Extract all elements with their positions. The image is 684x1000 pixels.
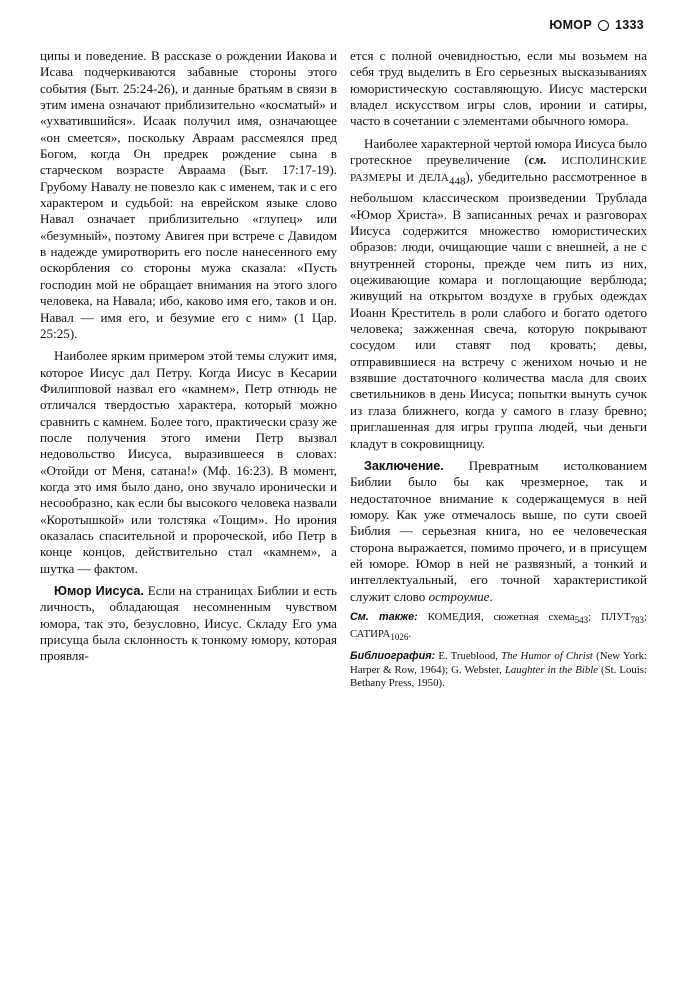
emphasized-word: остроумие (428, 588, 490, 604)
bibliography-text: (St. Louis: Bethany Press, 1950). (350, 663, 647, 690)
right-column (350, 48, 647, 691)
section-heading: Заключение. (364, 458, 444, 473)
cross-reference-number: 448 (449, 176, 466, 189)
see-also-number: 1026 (390, 631, 409, 642)
book-title: Laughter in the Bible (504, 663, 599, 676)
page-number: 1333 (614, 18, 644, 32)
paragraph (40, 583, 337, 665)
section-heading: Юмор Иисуса. (54, 584, 144, 598)
see-also (350, 611, 647, 644)
paragraph-text: Превратным истолкованием Библии было бы как чрезмерное, так и недостаточное внимание к содержащемуся в ней юмору. Как уже отмечалось выше, по сути своей Библия — серьезная книга, но ее человеческая сторона выражается, помимо прочего, и в присущем ей юморе. Юмор в ней не развязный, а тонкий и интеллектуальный, его точной характеристикой служит слово (350, 457, 647, 604)
see-also-text: ; САТИРА (350, 610, 647, 640)
book-title: The Humor of Christ (501, 650, 593, 663)
bibliography (350, 650, 647, 691)
left-column (40, 48, 337, 665)
see-also-text: ; ПЛУТ (588, 610, 631, 623)
see-also-text: . (408, 627, 412, 640)
running-header (549, 18, 644, 32)
see-also-number: 543 (574, 615, 589, 626)
see-also-number: 783 (630, 615, 644, 626)
paragraph (350, 136, 647, 452)
bibliography-text: (New York: Harper & Row, 1964); G. Webster, (350, 650, 647, 676)
paragraph-text: Наиболее характерной чертой юмора Иисуса было гротескное преувеличение ( (350, 135, 647, 168)
paragraph: Наиболее ярким примером этой темы служит имя, которое Иисус дал Петру. Когда Иисус в Кесарии Филипповой назвал его «камнем», Петр отнюдь не отличался твердостью характера, который можно сравнить с камнем. Более того, практически сразу же после получения этого имени Петр вызвал недовольство Иисуса, выразившееся в словах: «Отойди от Меня, сатана!» (Мф. 16:23). В момент, когда это имя было дано, оно звучало иронически и несообразно, как если бы высокого человека назвали «Коротышкой» или толстяка «Тощим». Но ирония оказалась спасительной и пророческой, ибо Петр в конце концов, действительно стал «камнем», а шутка — фактом. (40, 348, 337, 576)
bibliography-text: E. Trueblood, (435, 650, 502, 663)
cross-reference: ИСПОЛИНСКИЕ РАЗМЕРЫ И ДЕЛА (350, 155, 647, 185)
paragraph-text: Если на страницах Библии и есть личность, обладающая несомненным чувством юмора, так это, безусловно, Иисус. Складу Его ума присуща была склонность к тонкому юмору, которая проявля- (40, 583, 338, 664)
paragraph: ципы и поведение. В рассказе о рождении Иакова и Исава подчеркиваются забавные стороны этого события (Быт. 25:24-26), и данные братьям в связи в этим имена означают приблизительно «косматый» и «ухватившийся». Исаак получил имя, означающее «он смеется», поскольку Авраам рассмеялся пред Богом, когда Он предрек рождение сына в старческом возрасте Авраама (Быт. 17:17-19). Грубому Навалу не повезло как с именем, так и с его характером и судьбой: на еврейском языке слово Навал означает приблизительно «глупец» или «безумный», поэтому Авигея при встрече с Давидом в надежде умиротворить его после нанесенного ему оскорбления со стороны мужа сказала: «Пусть господин мой не обращает внимания на этого злого человека, на Навала; ибо, каково имя его, таков и он. Навал — имя его, и безумие его с ним» (1 Цар. 25:25). (40, 48, 337, 341)
paragraph-text: . (489, 588, 493, 604)
see-also-label: См. также: (350, 610, 418, 623)
header-title: ЮМОР (549, 18, 592, 32)
paragraph: ется с полной очевидностью, если мы возьмем на себя труд выделить в Его серьезных высказываниях юмористическую составляющую. Иисус мастерски владел искусством игры слов, иронии и сатиры, часто в сочетании с элементами обычного юмора. (350, 48, 647, 129)
circle-ornament-icon (598, 20, 609, 31)
see-also-text: КОМЕДИЯ, сюжетная схема (417, 610, 575, 623)
see-also-inline: см. (528, 152, 547, 168)
paragraph (350, 458, 647, 605)
bibliography-label: Библиография: (350, 650, 436, 663)
paragraph-text: ), убедительно рассмотренное в небольшом классическом произведении Трублада «Юмор Христа». В записанных речах и разговорах Иисуса содержится множество юмористических образов: люди, очищающие чаши с внешней, а не с внутренней стороны, прежде чем пить из них, оцеживающие комара и поглощающие верблюда; живущий на открытом воздухе в грубых одеждах Иоанн Креститель в роли слабого и богато одетого человека; зажженная свеча, которую покрывают сосудом или ставят под кровать; девы, отправившиеся на встречу с женихом ночью и не взявшие достаточного количества масла для своих светильников в день Иисуса; попытки вынуть сучок из глаза ближнего, когда у самого в глазу бревно; приглашенная для игры группа людей, чьи деньги кладут в сокровищницу. (350, 169, 647, 451)
